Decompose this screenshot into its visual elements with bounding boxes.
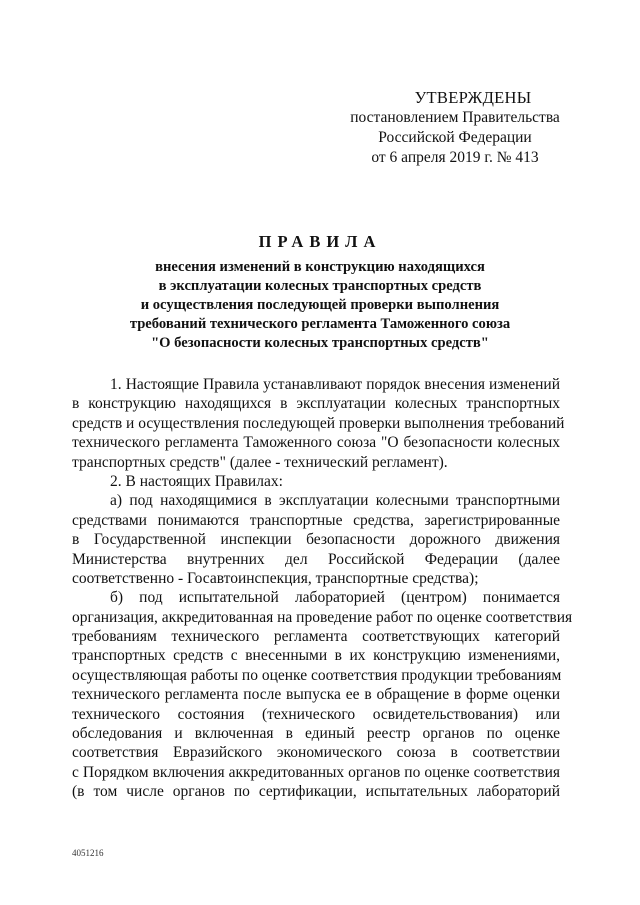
subtitle-line: внесения изменений в конструкцию находящихся bbox=[155, 259, 485, 275]
approval-line-2: Российской Федерации bbox=[378, 129, 532, 146]
subtitle-line: "О безопасности колесных транспортных средств" bbox=[151, 335, 489, 351]
document-code: 4051216 bbox=[72, 848, 104, 858]
body-line: организация, аккредитованная на проведение работ по оценке соответствия bbox=[72, 608, 573, 626]
subtitle-line: в эксплуатации колесных транспортных средств bbox=[158, 278, 482, 294]
body-line: транспортных средств с внесенными в их конструкцию изменениями, bbox=[72, 647, 560, 665]
approval-line-1: постановлением Правительства bbox=[350, 109, 560, 126]
body-line: (в том числе органов по сертификации, испытательных лабораторий bbox=[72, 783, 560, 801]
approval-line-3: от 6 апреля 2019 г. № 413 bbox=[371, 149, 539, 166]
body-line: транспортных средств" (далее - технический регламент). bbox=[72, 453, 448, 471]
body-line: средствами понимаются транспортные средства, зарегистрированные bbox=[72, 511, 560, 529]
document-subtitle bbox=[90, 258, 550, 353]
body-line: осуществляющая работы по оценке соответствия продукции требованиям bbox=[72, 666, 562, 684]
body-line: с Порядком включения аккредитованных органов по оценке соответствия bbox=[72, 763, 560, 781]
body-line: технического состояния (технического освидетельствования) или bbox=[72, 705, 560, 723]
body-line: 1. Настоящие Правила устанавливают порядок внесения изменений bbox=[110, 376, 560, 393]
approval-heading: УТВЕРЖДЕНЫ bbox=[414, 88, 532, 107]
body-line: Министерства внутренних дел Российской Федерации (далее bbox=[72, 550, 560, 568]
body-line: соответствия Евразийского экономического союза в соответствии bbox=[72, 744, 560, 762]
body-line: требованиям технического регламента соответствующих категорий bbox=[72, 628, 560, 646]
body-line: технического регламента после выпуска ее в обращение в форме оценки bbox=[72, 686, 560, 704]
document-title: ПРАВИЛА bbox=[258, 232, 382, 251]
body-line: 2. В настоящих Правилах: bbox=[110, 472, 283, 490]
body-line: б) под испытательной лабораторией (центром) понимается bbox=[110, 589, 560, 607]
subtitle-line: требований технического регламента Таможенного союза bbox=[129, 316, 511, 332]
body-line: в конструкцию находящихся в эксплуатации колесных транспортных bbox=[72, 395, 560, 413]
body-line: обследования и включенная в единый реестр органов по оценке bbox=[72, 725, 560, 743]
body-line: соответственно - Госавтоинспекция, транспортные средства); bbox=[72, 569, 479, 587]
approval-block bbox=[330, 88, 580, 168]
body-line: технического регламента Таможенного союза "О безопасности колесных bbox=[72, 434, 560, 452]
body-line: а) под находящимися в эксплуатации колесными транспортными bbox=[110, 492, 560, 510]
body-line: в Государственной инспекции безопасности дорожного движения bbox=[72, 531, 560, 549]
subtitle-line: и осуществления последующей проверки выполнения bbox=[140, 297, 500, 313]
body-line: средств и осуществления последующей проверки выполнения требований bbox=[72, 414, 565, 432]
document-body bbox=[72, 375, 573, 802]
